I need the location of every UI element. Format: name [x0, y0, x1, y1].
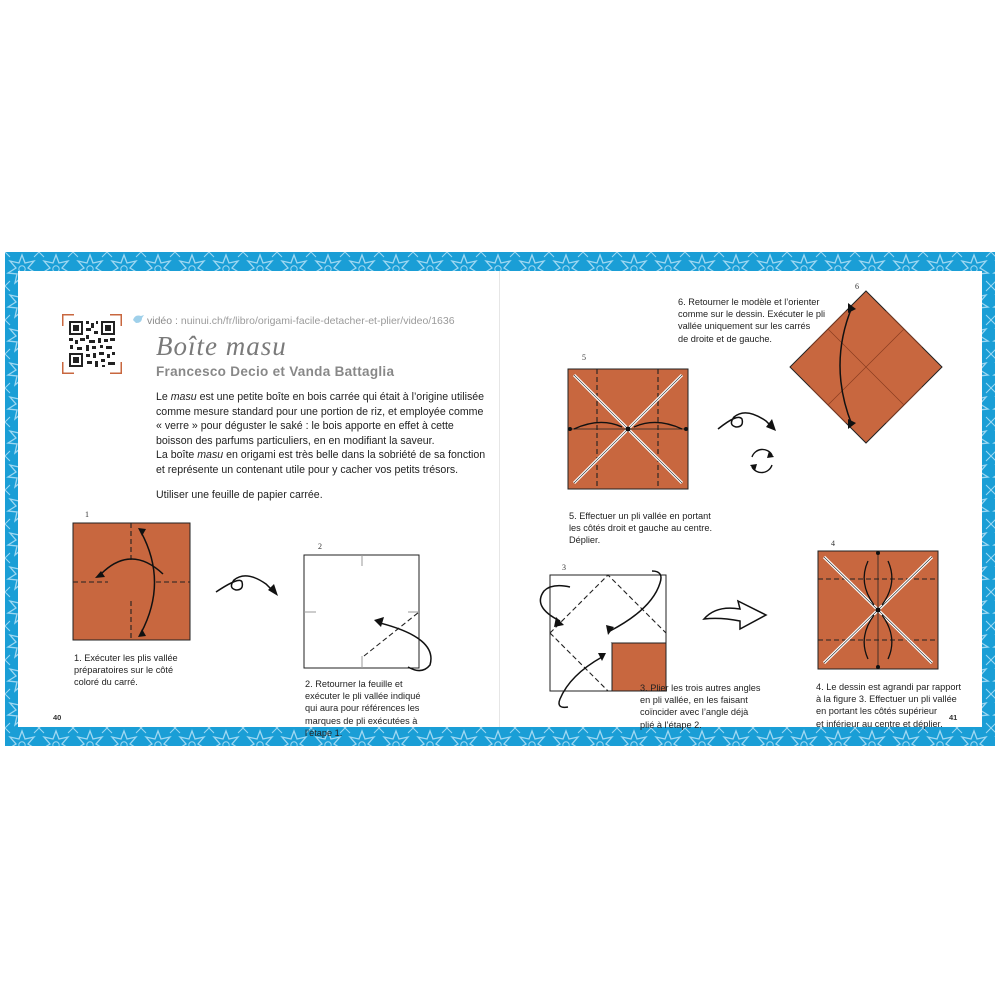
left-page — [18, 271, 500, 738]
enlarge-arrow-icon — [700, 591, 776, 639]
step-6-caption-line: de droite et de gauche. — [678, 333, 772, 344]
step-5-caption-line: Déplier. — [569, 535, 601, 546]
page-title: Boîte masu — [156, 331, 287, 361]
step-2-caption-line: l’étape 1. — [305, 727, 343, 738]
video-url[interactable]: nuinui.ch/fr/libro/origami-facile-detacher-et-plier/video/1636 — [180, 315, 455, 327]
step-2-caption-line: 2. Retourner la feuille et — [305, 679, 403, 689]
video-prefix: vidéo : — [147, 315, 178, 327]
turn-over-arrow-icon — [714, 403, 784, 439]
step-3-caption-line: plié à l’étape 2. — [640, 719, 702, 730]
step-2-caption — [305, 678, 420, 739]
step-1-caption-line: 1. Exécuter les plis vallée — [74, 653, 178, 663]
step-4-caption-line: 4. Le dessin est agrandi par rapport — [816, 682, 962, 692]
step-1-caption — [74, 652, 178, 689]
step-1-caption-line: préparatoires sur le côté — [74, 665, 174, 676]
rotate-icon — [744, 443, 780, 479]
step-5-diagram — [560, 363, 700, 503]
step-4-number: 4 — [831, 539, 835, 548]
step-1-caption-line: coloré du carré. — [74, 677, 138, 688]
right-page — [500, 271, 982, 730]
step-1-diagram — [68, 516, 198, 646]
step-3-caption-line: 3. Plier les trois autres angles — [640, 683, 761, 693]
step-6-caption-line: vallée uniquement sur les carrés — [678, 321, 811, 332]
step-4-caption — [816, 681, 961, 730]
intro-paragraph-2 — [156, 448, 486, 477]
step-6-caption — [678, 296, 825, 345]
step-5-caption-line: les côtés droit et gauche au centre. — [569, 523, 713, 534]
step-3-caption — [640, 682, 761, 731]
step-1-number: 1 — [85, 510, 89, 519]
step-6-caption-line: comme sur le dessin. Exécuter le pli — [678, 309, 826, 320]
step-5-caption — [569, 510, 712, 547]
step-3-number: 3 — [562, 563, 566, 572]
left-page-number: 40 — [53, 713, 62, 722]
step-4-caption-line: et inférieur au centre et déplier. — [816, 718, 943, 729]
step-6-caption-line: 6. Retourner le modèle et l’orienter — [678, 297, 820, 307]
authors: Francesco Decio et Vanda Battaglia — [156, 364, 395, 379]
step-4-caption-line: à la figure 3. Effectuer un pli vallée — [816, 694, 957, 705]
step-6-number: 6 — [855, 282, 859, 291]
step-2-diagram — [298, 543, 458, 673]
turn-over-arrow-icon — [210, 566, 290, 606]
intro-p1-a: Le — [156, 391, 171, 403]
step-5-number: 5 — [582, 353, 586, 362]
intro-p1-b: est une petite boîte en bois carrée qui était à l’origine utilisée comme mesure standard pour une portion de riz, et employée comme « verre » pour déguster le saké : le bois apporte en effet à cette boisson des parfums particuliers, en en modifiant la saveur. — [156, 391, 485, 447]
step-3-caption-line: en pli vallée, en les faisant — [640, 695, 748, 706]
intro-p2-a: La boîte — [156, 449, 198, 462]
bird-icon — [131, 313, 145, 325]
step-5-caption-line: 5. Effectuer un pli vallée en portant — [569, 511, 711, 521]
step-4-diagram — [810, 543, 950, 673]
step-3-caption-line: coïncider avec l’angle déjà — [640, 707, 749, 718]
intro-paragraph-1 — [156, 390, 486, 448]
step-2-caption-line: marques de pli exécutées à — [305, 715, 418, 726]
qr-code-icon[interactable] — [62, 314, 122, 374]
paper-note: Utiliser une feuille de papier carrée. — [156, 489, 323, 501]
video-link[interactable] — [147, 315, 455, 327]
right-page-number: 41 — [949, 713, 958, 722]
intro-p2-italic: masu — [197, 449, 224, 462]
step-2-number: 2 — [318, 542, 322, 551]
step-2-caption-line: exécuter le pli vallée indiqué — [305, 691, 421, 702]
intro-p1-italic: masu — [170, 391, 197, 403]
step-2-caption-line: qui aura pour références les — [305, 703, 420, 714]
book-spread — [5, 252, 995, 746]
intro-text — [156, 390, 486, 478]
step-4-caption-line: en portant les côtés supérieur — [816, 706, 938, 717]
intro-p2-b: en origami est très belle dans la sobriété de sa fonction et représente un contenant utile pour y cacher vos petits trésors. — [156, 449, 486, 476]
